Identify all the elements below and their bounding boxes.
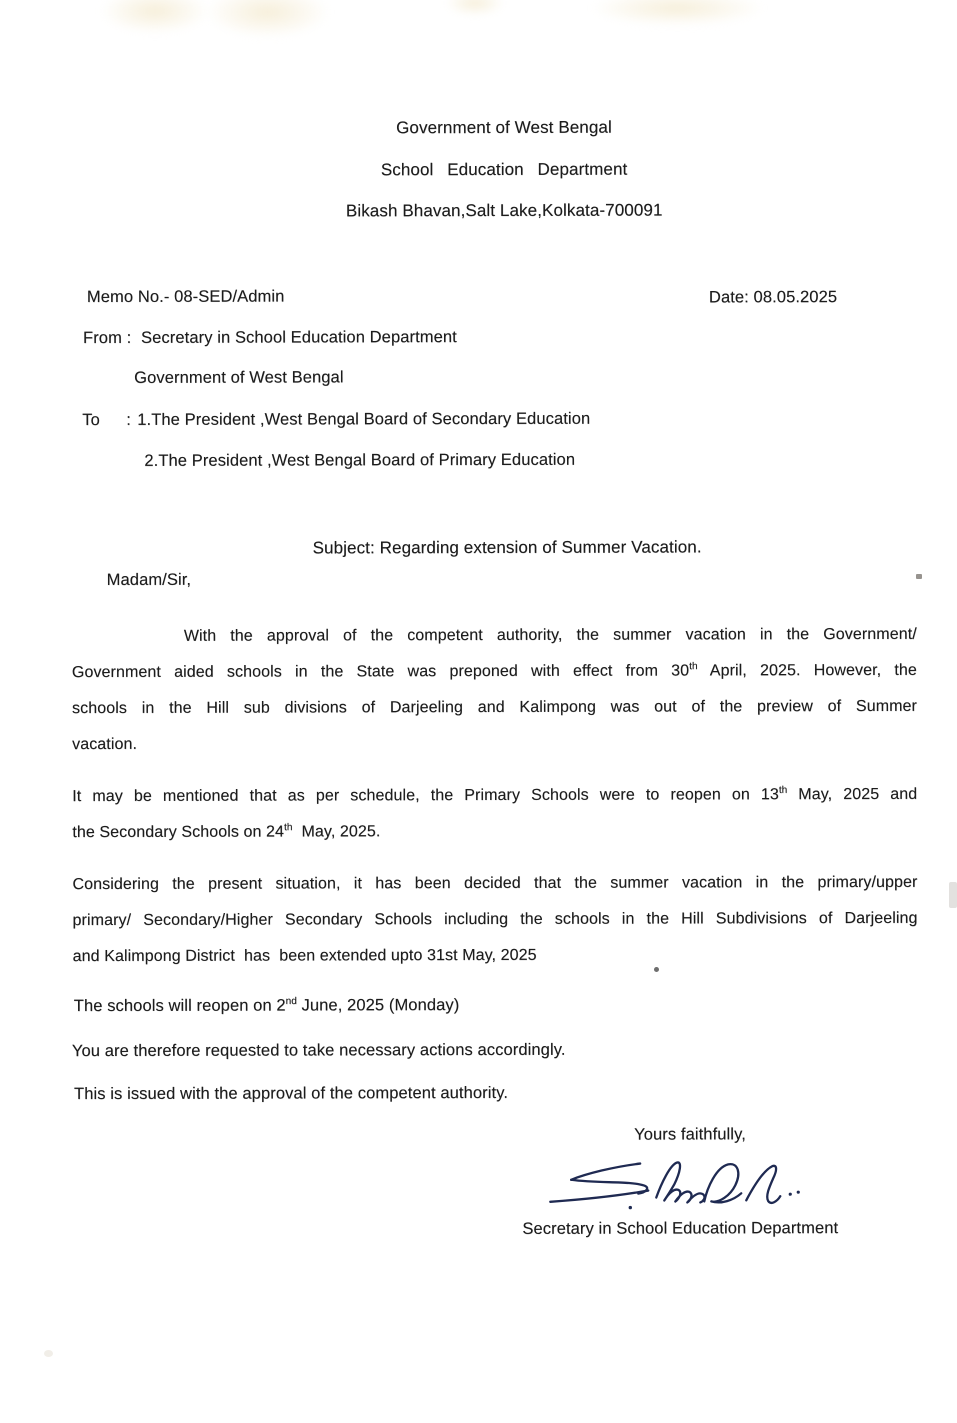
issue-line: This is issued with the approval of the competent authority. xyxy=(73,1083,509,1104)
ordinal-superscript: th xyxy=(689,661,698,673)
letterhead-government: Government of West Bengal xyxy=(396,117,612,138)
letterhead-department: School Education Department xyxy=(380,159,628,180)
paragraph-1 xyxy=(72,617,917,763)
signature-stroke xyxy=(704,1164,741,1202)
reopen-line xyxy=(74,996,460,1016)
paragraph-1-line-3 xyxy=(72,689,917,727)
paragraph-text: vacation. xyxy=(72,735,138,754)
signature-stroke xyxy=(571,1164,640,1180)
paragraph-text: It may be mentioned that as per schedule, the Primary Schools were to reopen on 13 xyxy=(72,786,779,806)
signature-stroke xyxy=(550,1191,648,1202)
to-colon: : xyxy=(126,410,131,429)
ordinal-superscript: th xyxy=(284,822,293,834)
from-value-line1: Secretary in School Education Department xyxy=(140,328,457,347)
paragraph-text: The schools will reopen on 2 xyxy=(73,996,286,1016)
paragraph-1-line-4 xyxy=(72,725,917,763)
paragraph-text: May, 2025 and xyxy=(787,785,918,804)
signature-dot xyxy=(789,1193,792,1196)
paragraph-2-line-2 xyxy=(72,813,917,851)
paragraph-text: June, 2025 (Monday) xyxy=(296,996,460,1015)
memo-date: Date: 08.05.2025 xyxy=(708,288,838,307)
letterhead-address: Bikash Bhavan,Salt Lake,Kolkata-700091 xyxy=(345,200,663,221)
paragraph-3 xyxy=(72,865,917,975)
paragraph-1-line-1 xyxy=(72,617,917,655)
paragraph-text: primary/ Secondary/Higher Secondary Schools including the schools in the Hill Subdivisions of Darjeeling xyxy=(72,909,918,930)
paragraph-text: April, 2025. However, the xyxy=(697,661,917,680)
paragraph-text: and Kalimpong District has been extended upto 31st May, 2025 xyxy=(72,946,537,966)
paragraph-3-line-1 xyxy=(72,865,917,903)
valediction: Yours faithfully, xyxy=(634,1125,746,1144)
from-label: From : xyxy=(82,328,132,348)
paragraph-text: Considering the present situation, it has been decided that the summer vacation in the primary/upper xyxy=(72,873,918,894)
memo-number: Memo No.- 08-SED/Admin xyxy=(86,287,285,307)
signature-stroke xyxy=(746,1166,780,1203)
ordinal-superscript: nd xyxy=(285,995,297,1008)
signature-dot xyxy=(629,1206,632,1209)
salutation: Madam/Sir, xyxy=(106,570,192,589)
ordinal-superscript: th xyxy=(778,784,788,796)
from-value-line2: Government of West Bengal xyxy=(134,368,344,387)
paragraph-text: With the approval of the competent authority, the summer vacation in the Government/ xyxy=(183,625,917,645)
signatory-title: Secretary in School Education Department xyxy=(522,1219,839,1238)
subject-line: Subject: Regarding extension of Summer Vacation. xyxy=(312,537,702,558)
paragraph-2-line-1 xyxy=(72,777,917,815)
paragraph-3-line-2 xyxy=(73,901,918,939)
handwritten-signature-icon xyxy=(544,1157,809,1213)
signature-stroke xyxy=(656,1162,704,1202)
paragraph-1-line-2 xyxy=(72,653,917,691)
to-label: To xyxy=(82,410,100,430)
paragraph-text: Government aided schools in the State was preponed with effect from 30 xyxy=(71,662,690,682)
request-line: You are therefore requested to take necessary actions accordingly. xyxy=(71,1040,566,1061)
paragraph-2 xyxy=(72,777,917,851)
paragraph-text: the Secondary Schools on 24 xyxy=(72,823,285,842)
to-recipient-1: 1.The President ,West Bengal Board of Secondary Education xyxy=(137,409,591,429)
paragraph-text: May, 2025. xyxy=(292,823,381,841)
to-recipient-2: 2.The President ,West Bengal Board of Primary Education xyxy=(144,450,576,470)
paragraph-text: schools in the Hill sub divisions of Darjeeling and Kalimpong was out of the preview of Summer xyxy=(71,697,918,718)
paragraph-3-line-3 xyxy=(73,937,918,975)
signature-dot xyxy=(797,1191,800,1194)
